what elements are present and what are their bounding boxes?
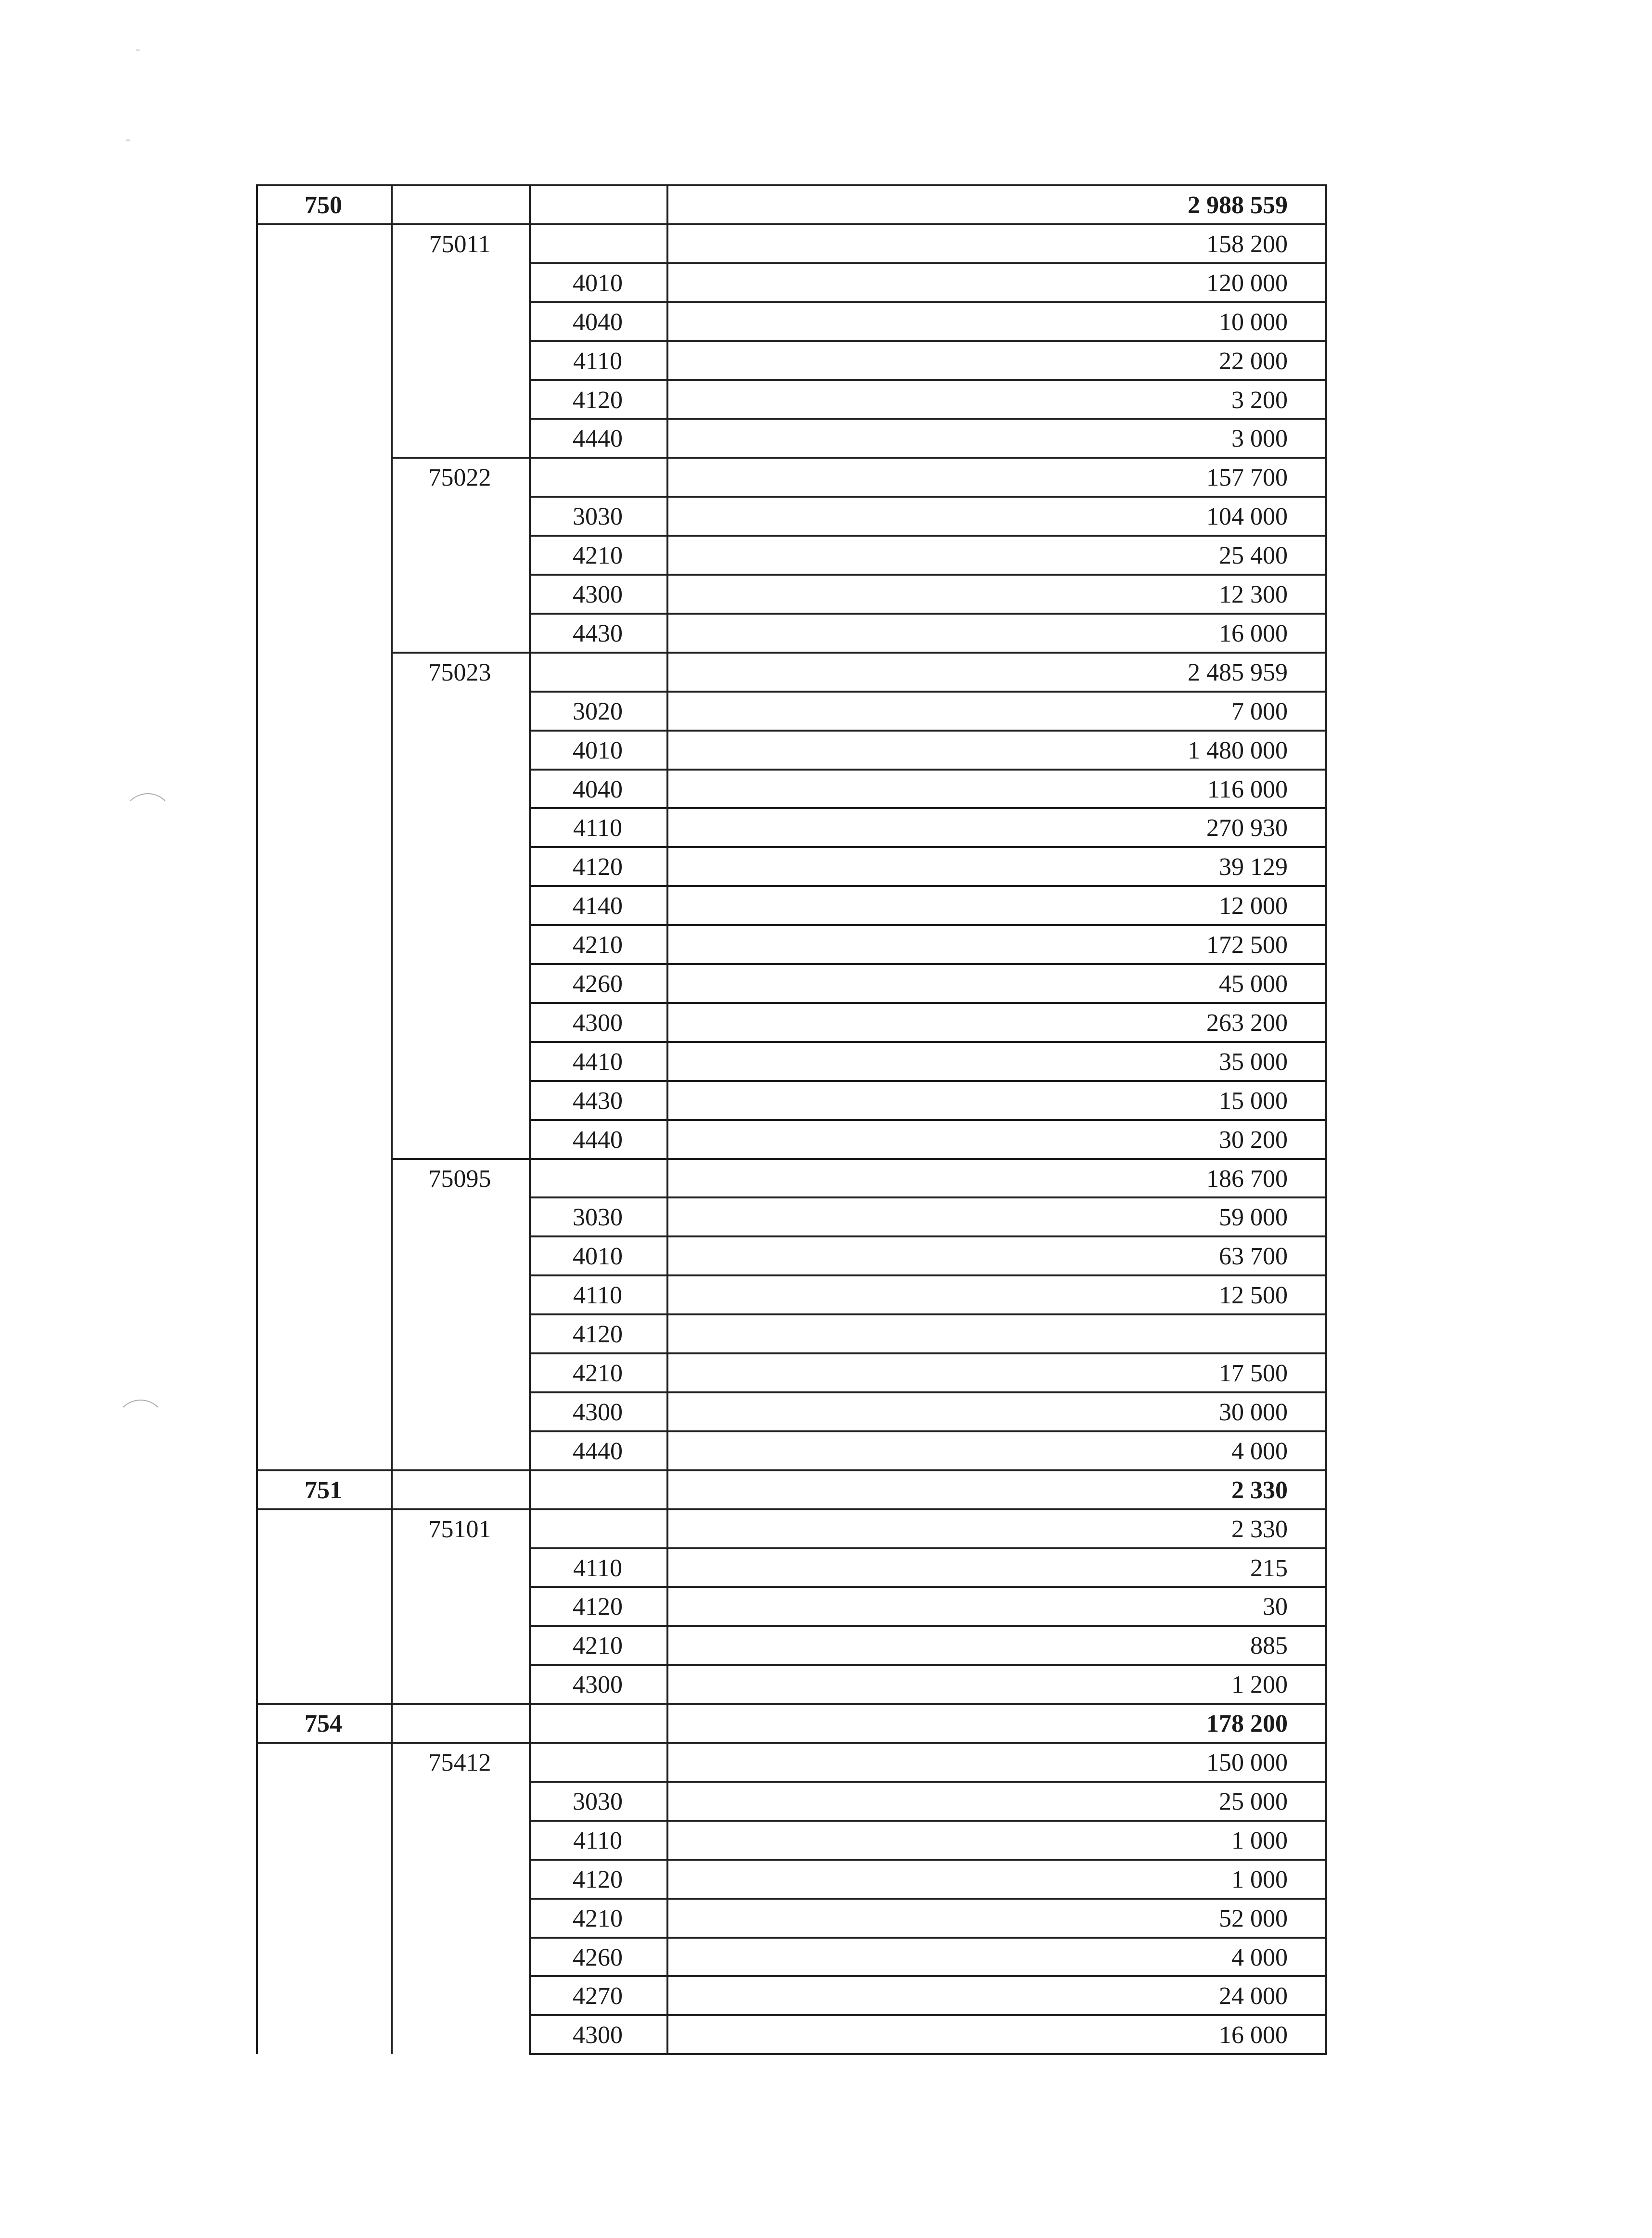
paragraf-code: 4440 [573,425,623,453]
paragraf-code: 4010 [573,269,623,297]
column-rule-right [1325,2014,1327,2055]
row-rule [529,1781,1327,1783]
column-rule-right [1325,223,1327,264]
paragraf-amount: 12 300 [1219,581,1288,608]
column-rule-right [1325,1781,1327,1822]
paragraf-amount: 52 000 [1219,1904,1288,1932]
paragraf-amount: 16 000 [1219,619,1288,647]
row-rule [529,1664,1327,1666]
rozdzial-code: 75095 [428,1165,491,1193]
paragraf-code: 4210 [573,1904,623,1932]
row-rule [529,1859,1327,1861]
paragraf-amount: 3 200 [1231,386,1288,414]
paragraf-amount: 35 000 [1219,1048,1288,1076]
column-rule-right [1325,574,1327,615]
row-rule [391,1158,1327,1160]
column-rule-right [1325,1352,1327,1393]
row-rule [529,807,1327,809]
paragraf-code: 4210 [573,542,623,570]
column-rule-right [1325,1469,1327,1510]
column-rule-right [1325,613,1327,654]
paragraf-code: 4440 [573,1126,623,1154]
row-rule [529,1937,1327,1939]
paragraf-code: 4430 [573,1087,623,1115]
column-rule-right [1325,1391,1327,1432]
column-rule-right [1325,1547,1327,1588]
row-rule [529,1041,1327,1043]
paragraf-code: 4430 [573,619,623,647]
column-rule-right [1325,1820,1327,1861]
row-rule [529,340,1327,342]
paragraf-code: 4120 [573,1321,623,1349]
row-rule [529,418,1327,420]
paragraf-code: 4120 [573,853,623,881]
row-rule [529,1119,1327,1121]
row-rule [391,652,1327,654]
rozdzial-code: 75101 [428,1515,491,1543]
paragraf-amount: 116 000 [1207,775,1288,803]
paragraf-amount: 59 000 [1219,1204,1288,1232]
paragraf-amount: 3 000 [1231,425,1288,453]
row-rule [529,1080,1327,1082]
paragraf-code: 4260 [573,1943,623,1971]
column-rule-right [1325,1313,1327,1354]
column-rule-right [1325,885,1327,926]
column-rule-right [1325,846,1327,887]
column-rule-right [1325,1119,1327,1160]
dzial-code: 754 [305,1710,342,1738]
paragraf-amount: 4 000 [1231,1943,1288,1971]
row-rule [529,2014,1327,2016]
paragraf-code: 4110 [573,814,623,842]
row-rule [529,963,1327,965]
rozdzial-amount: 2 330 [1231,1515,1288,1543]
column-rule-right [1325,652,1327,693]
column-rule-right [1325,1975,1327,2016]
column-rule-right [1325,1703,1327,1744]
column-rule-right [1325,1002,1327,1043]
column-rule-kwota [666,1313,668,1354]
rozdzial-amount: 158 200 [1206,230,1288,258]
rozdzial-amount: 150 000 [1206,1749,1288,1776]
paragraf-code: 4120 [573,1593,623,1621]
column-rule-right [1325,924,1327,965]
row-rule [529,730,1327,732]
paragraf-code: 4140 [573,892,623,920]
punch-hole-mark [115,1400,166,1450]
row-rule [529,301,1327,303]
paragraf-amount: 24 000 [1219,1982,1288,2010]
paragraf-code: 4040 [573,308,623,336]
rozdzial-amount: 2 485 959 [1188,658,1288,686]
paragraf-amount: 39 129 [1219,853,1288,881]
paragraf-amount: 120 000 [1206,269,1288,297]
paragraf-code: 4300 [573,1398,623,1426]
column-rule-right [1325,1235,1327,1276]
column-rule-right [1325,963,1327,1004]
row-rule [529,769,1327,771]
row-rule [529,691,1327,693]
row-rule [529,1002,1327,1004]
column-rule-right [1325,262,1327,303]
row-rule [529,613,1327,615]
column-rule-right [1325,691,1327,732]
paragraf-amount: 12 000 [1219,892,1288,920]
paragraf-code: 3030 [573,1204,623,1232]
row-rule [391,457,1327,459]
row-rule [529,262,1327,264]
row-rule [529,1313,1327,1315]
paragraf-amount: 30 000 [1219,1398,1288,1426]
column-rule-right [1325,1586,1327,1627]
row-rule [529,1820,1327,1822]
rozdzial-code: 75011 [429,230,491,258]
column-rule-right [1325,1898,1327,1939]
row-rule [529,1235,1327,1237]
paragraf-amount: 885 [1250,1632,1288,1660]
punch-hole-mark [123,793,173,843]
column-rule-right [1325,1158,1327,1199]
paragraf-code: 4440 [573,1437,623,1465]
paragraf-amount: 25 000 [1219,1788,1288,1815]
row-rule [529,1586,1327,1588]
paragraf-amount: 30 200 [1219,1126,1288,1154]
paragraf-code: 4410 [573,1048,623,1076]
dzial-amount: 178 200 [1206,1710,1288,1738]
column-rule-right [1325,1080,1327,1121]
paragraf-code: 4110 [573,347,623,375]
row-rule [529,496,1327,498]
rozdzial-code: 75022 [428,464,491,492]
column-rule-right [1325,301,1327,342]
paragraf-amount: 172 500 [1206,931,1288,959]
paragraf-amount: 1 480 000 [1188,736,1288,764]
row-rule [256,1703,1327,1705]
column-rule-right [1325,1041,1327,1082]
column-rule-right [1325,1274,1327,1315]
paragraf-code: 4010 [573,1243,623,1271]
paragraf-amount: 263 200 [1206,1009,1288,1037]
column-rule-right [1325,769,1327,810]
scan-speck [136,50,140,51]
column-rule-right [1325,1625,1327,1666]
paragraf-code: 4110 [573,1826,623,1854]
paragraf-code: 3020 [573,697,623,725]
paragraf-code: 4300 [573,2021,623,2049]
column-rule-right [1325,496,1327,537]
paragraf-code: 4110 [573,1282,623,1310]
rozdzial-code: 75023 [428,658,491,686]
paragraf-amount: 17 500 [1219,1360,1288,1387]
paragraf-amount: 12 500 [1219,1282,1288,1310]
row-rule [256,223,1327,225]
row-rule [529,885,1327,887]
column-rule-right [1325,379,1327,420]
paragraf-amount: 104 000 [1206,503,1288,531]
row-rule [529,1274,1327,1276]
row-rule [256,1508,1327,1510]
column-rule-paragraf [529,1469,531,1510]
row-rule [529,535,1327,537]
paragraf-amount: 30 [1263,1593,1288,1621]
row-rule [529,1196,1327,1198]
paragraf-code: 4270 [573,1982,623,2010]
dzial-code: 750 [305,192,342,219]
column-rule-right [1325,1742,1327,1783]
column-rule-paragraf [529,184,531,225]
column-rule-right [1325,807,1327,848]
paragraf-amount: 63 700 [1219,1243,1288,1271]
paragraf-code: 4260 [573,970,623,998]
row-rule [529,574,1327,576]
row-rule [529,2053,1327,2055]
paragraf-code: 4120 [573,1865,623,1893]
dzial-amount: 2 330 [1231,1476,1288,1504]
column-rule-right [1325,1508,1327,1549]
row-rule [529,1352,1327,1354]
paragraf-amount: 1 000 [1231,1826,1288,1854]
paragraf-amount: 215 [1250,1554,1288,1582]
column-rule-right [1325,730,1327,771]
column-rule-right [1325,535,1327,576]
column-rule-right [1325,1196,1327,1237]
row-rule [256,1742,1327,1744]
paragraf-code: 4210 [573,1360,623,1387]
column-rule-paragraf [529,1158,531,1199]
rozdzial-amount: 157 700 [1206,464,1288,492]
paragraf-amount: 25 400 [1219,542,1288,570]
row-rule [529,924,1327,926]
paragraf-amount: 10 000 [1219,308,1288,336]
row-rule [529,1898,1327,1900]
paragraf-amount: 22 000 [1219,347,1288,375]
paragraf-code: 4110 [573,1554,623,1582]
scan-speck [126,140,130,141]
column-rule-paragraf [529,1508,531,1549]
dzial-code: 751 [305,1476,342,1504]
paragraf-amount: 1 000 [1231,1865,1288,1893]
row-rule [529,1625,1327,1627]
rozdzial-amount: 186 700 [1206,1165,1288,1193]
paragraf-code: 3030 [573,503,623,531]
paragraf-code: 4010 [573,736,623,764]
column-rule-paragraf [529,457,531,498]
paragraf-code: 4210 [573,1632,623,1660]
column-rule-right [1325,457,1327,498]
column-rule-right [1325,418,1327,459]
row-rule [529,1975,1327,1977]
column-rule-right [1325,1430,1327,1471]
column-rule-paragraf [529,223,531,264]
paragraf-code: 4300 [573,581,623,608]
paragraf-code: 4300 [573,1009,623,1037]
paragraf-code: 4120 [573,386,623,414]
rozdzial-code: 75412 [428,1749,491,1776]
paragraf-code: 4040 [573,775,623,803]
row-rule [529,379,1327,381]
column-rule-right [1325,340,1327,381]
column-rule-dzial [256,184,258,2054]
paragraf-code: 4210 [573,931,623,959]
column-rule-right [1325,184,1327,225]
row-rule [529,846,1327,848]
row-rule [529,1547,1327,1549]
dzial-amount: 2 988 559 [1188,192,1288,219]
paragraf-amount: 15 000 [1219,1087,1288,1115]
paragraf-amount: 1 200 [1231,1671,1288,1699]
paragraf-code: 3030 [573,1788,623,1815]
row-rule-top [256,184,1327,186]
row-rule [529,1430,1327,1432]
paragraf-amount: 4 000 [1231,1437,1288,1465]
column-rule-paragraf [529,652,531,693]
column-rule-paragraf [529,1703,531,1744]
row-rule [529,1391,1327,1393]
paragraf-amount: 16 000 [1219,2021,1288,2049]
column-rule-right [1325,1664,1327,1705]
column-rule-right [1325,1937,1327,1978]
column-rule-paragraf [529,1742,531,1783]
paragraf-amount: 270 930 [1206,814,1288,842]
budget-table [256,184,1327,2055]
row-rule [256,1469,1327,1471]
paragraf-amount: 45 000 [1219,970,1288,998]
paragraf-code: 4300 [573,1671,623,1699]
column-rule-right [1325,1859,1327,1900]
paragraf-amount: 7 000 [1231,697,1288,725]
